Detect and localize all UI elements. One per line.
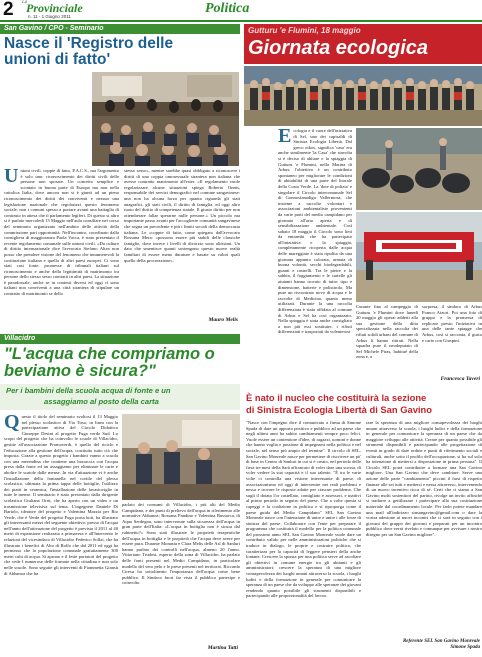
article2-kicker: Gutturu 'e Flumini, 18 maggio <box>248 26 361 35</box>
article1-kicker: San Gavino / CPO - Seminario <box>4 25 104 32</box>
article2-title: Giornata ecologica <box>248 37 429 59</box>
article3-column-2 <box>122 502 240 644</box>
article4-column-1 <box>246 420 361 654</box>
classroom-photo <box>122 414 240 500</box>
article1-title-line2: unioni di fatto' <box>4 51 111 68</box>
section-title: Politica <box>205 1 250 16</box>
beach-cleanup-photo-art <box>356 128 482 210</box>
article1-title <box>4 36 240 68</box>
article3-subtitle-line1: Per i bambini della scuola acqua di fonte e un <box>6 386 171 395</box>
beach-cleanup-photo <box>356 128 482 210</box>
article3-col1-text: uesto il titolo del seminario svoltosi il 13 Maggio nel plesso scolastico di Via Tirso, in linea con la partecipazione attiva del Circolo Didattico Giuseppe Desini al progetto Fuga verde Sud. Lo scopo del progetto che ha coinvolto le scuole di Villacidro, gestite all'associazione Promoverdi, è quello del riciclo e l'educazione alla gestione dell'acqua, costituito tutto ciò che imposta. Grazie a questo progetto i bambini vanno a scuola con una merendina che contiene una borraccia con l'acqua presa dalla fonte ed un assaggiamo per eliminare le carte e abolire le scatole dalle mense. In via d'attuazione vi è anche l'installazione della fontanella nel cortile del plesso scolastico, ultimata la prima tappa delle bottiglie, l'utilizzo dei piatti in ceramica, l'installazione delle lavastoviglie in tutte le mense. Il seminario è stato presentato dalla dirigente scolastica Giuliana Orrù, che ha aperto con un video e un trasmissione televisiva sul tema. L'ingegnere Daniele Di Bartolo, ideatore del progetto e Valentina Mazzia per Rio Verde, che è Verde del progetto Fuga porta bott, ha illustrato gli interessanti mezzi del seguente obiettivo: presso di l'acqua nell'anno dell'attivazione del progetto è prevista il 2011 al 40 metri di espansione realizzata a primavera e all'Intervento le relazioni del vicesindaco di Villacidro Federico Sollai, che ha illustrato i benefici di Alto di Rolfo che dal 2011 ed oggi ha permesso che la popolazione comunale gratuitamente 300 metri cubi di acqua. Si aprono e il feste portatori del progetto che vede I numerose delle formate nella cittadina e non solo nelle scuole. Sono seguite gli interventi di Fiammetta Giansù di Abbanoa che ha <box>4 414 118 576</box>
article4-byline-line1: Referente SEL San Gavino Monreale <box>402 639 480 644</box>
article3-kicker-bar <box>0 334 240 344</box>
article3-column-1 <box>4 414 118 654</box>
article1-col2-text: stesso sesso», mentre sarebbe quasi obbligato a riconoscere i diritti di una coppia omosessuale straniera non italiana che avesse contratto matrimonio all'ester. «Il regolamento vuole regolarizzare alcune situazioni spiega Roberto Onnis, responsabile dei servizi demografici nel comune sangavinese: una non ha alcuna forza per quanto riguarda gli stati anagrafici, gli stati civili, il diritto di famiglia, ed oggi altro ruoto del diritto di competenza statale. Il giusto diritto per non ottemberare fallar sperarne nulle persone.» Un piccolo ma importante passo avanti per l'accoglierte comunità sangavinese che segna un precedente e più i limiti sociali della democrazia italiana. Le «coppie di fatto, come spiegato dall'avvocato Rossana Mera: «possono essere più stabili delle classiche famiglie, dove invece i livelli di divorzio sono altissimi. Un dato che smentisce quanti sostengono questo nuove realtà familiari di essere meno durature e basate su valori quali quello della procreazione». <box>124 168 240 263</box>
article1-column-2 <box>124 168 240 316</box>
article2-byline: Francesca Taveri <box>440 376 480 382</box>
seminar-photo-art <box>92 72 239 166</box>
article2-column-1 <box>278 128 352 383</box>
article2-col3-text: sorpresa, il sindaco di Arbus Franco Atzori. Poi una foto di gruppo e la promessa di replicare presto l'iniziativa in una delle tante spiagge che Arbus, così si racconta, il gusto e carte con Giuspini. <box>422 304 482 343</box>
article4-signature <box>366 639 480 651</box>
article1-kicker-bar <box>0 24 240 34</box>
article4-column-2 <box>366 420 482 638</box>
article3-subtitle-line2: assaggiamo al posto della carta <box>44 397 159 406</box>
brand-name: Provinciale <box>26 1 83 15</box>
page-header <box>0 0 482 22</box>
article2-column-3 <box>422 304 482 376</box>
page-number: 2 <box>3 0 14 20</box>
article2-col1-text: cologia e il cuore dell'iniziativa di Sel, uno dei capisaldi di Sinistra Ecologia Libertà. Dal greco oikos, significa 'casa' era anche similmente 'la Casa' che stavolta si è deciso di abitare e la spiaggia di Gutturu 'e Flumini, nella Marina di Arbus, l'obiettivo è un contributo spontaneo per migliorare le condizioni di abitabilità di una parte del litorale della Costa Verde. La 'dote di polizia' e singolare il Circolo intercomunale Sel di Gonnosfanadiga Vallermosa, che insieme a raccolto volontari e associazioni ambientaliste provenienti da varie parti del medio campidano per giornata all'aria aperta e di sensibilizzazione ambientale. Così sabato 18 maggio il Circolo sono lieti da entrambi che ha partecipato all'iniziativa e la spiaggia, completamente ricoperta dalle acqua delle mareggiate è stata ripulita da una giornata appunto colorata, armata di buona volontà, secchi biodegradabili, guanti e rastrelli. Tra le pietre e la sabbia, il foggiamento e le cartelle gli aiutanti hanno trovato di tutto: tipo e dimensione, batterie e polistirolo. Ma pure un riscontrato novo di acqua e le raccolte di Medicina, quanto meno utilizzati. Durante la una raccolta differenziata è stata affidata al comune di Arbus e Sel ha così organizzato. Nella spiaggia è stata anche consigliato a non più essi sostituire, i rifiuti differenziati e trasportati da volenterosi <box>278 128 352 335</box>
article2-column-2 <box>356 304 418 380</box>
article1-title-line1: Nasce il 'Registro delle <box>4 35 174 52</box>
article2-col2-text: Curante fino al campeggio di Gutturu 'e Flumini dove lunedì 20 maggio gli operai addetti alla sua gestione della ditta specializzata nella raccolta dei rifiuti solidi urbani del comune di Arbus li hanno ritirati. Nella squadra pure il neodeputato di Sel Michele Piras, habitué della zona e, a <box>356 304 418 360</box>
sel-banner-photo-art <box>356 212 482 302</box>
header-rule <box>0 20 482 22</box>
beach-group-photo <box>244 66 482 126</box>
classroom-photo-art <box>122 414 240 500</box>
article4-col1-text: "Nasce con l'impegno dice il comunicato a firma di Simone Spada di dare un apporto positivo e pubblico ad un paese che negli ultimi anni ha subito cambiamenti sempre poco felici. Vuole essere un contenitore d'idee, di ragazzi, uomini e donne che hanno voglia e passione di impegnarsi nella politica e nel sociale, nel senso più ampio del termine". Il circolo di SEL, San Gavino Monreale nasce per permettere di riscrivere un pò' di base in Centro di Sanluri in cui si è creato, nel periodo delle fiera tre mesi della Sarà affrancato di voler dare una scossa, di voler vedere la sua capacità e il suo talento. "È tra le varie volte ci controlla una visione interessante di paese, di associazionismo ed oggi di intervenire nei reali problemi e nessa e trovare le risposte adatte per ciascun problema. Che sugli il dotato l'or castellato, contigliato e assessori, e inattivi al primo periodo in seguiro del paese. Che a volte questa si capeggi e la coalizione in politica e si riproporga come il paese guida del Medio Campidano" SEL San Gavino Monreale nasce con l'intenzione di unire e unire i alle forze di sinistra del paese. Collaborare con l'ente per preparare il programma che costituirà il modello per la politica comunale del prossimo anno SEL San Gavino Monreale vuole dare un contributo valido per nelle amministrazioni politiche che si traduce in dialogo, le proprie e costruire politico, che caratterizza per la capacità di leggere pensieri della anche lontane. Crescere la sponsa per una politica serve ad ascoltare gli obiettivi in comune energie tra gli abitanti e gli amministratori; crescere la speranza di una migliore consapevolezza dei luoghi umani attraverso la scuola, i luoghi ludici e della formazione in generale per comunicare la speranza di un paese che da sviluppo alle speranze dei giovani rendendo quanto possibile gli strumenti disponibili e partecipando alle proporzionalità del lavoro. <box>246 420 361 599</box>
article1-byline: Mauro Melis <box>208 317 238 323</box>
brand-small: La <box>22 0 28 5</box>
article4-col2-text: rare la speranza di una migliore consapevolezza dei luoghi umani attraverso la scuola, i luoghi ludici e della formazione in generale per comunicare la speranza di un paese che da maggiore sviluppo alle attività. Creare per quanto possibile gli strumenti disponibili e partecipando alle progettazione di eventi in grado di dare ordine e punti di riferimento sociali e culturali, anche sotto il profilo dell'occupazione, si ha sul solo ha intenzione di mettersi a disposizione in prima persona". Il Circolo SEL potrà contribuire a formare una San Gavino migliore. Una San Gavino che deve cambiare. Serve una azione delle parte "cambiamento" piccini il farsi di rispetto finanze alle sei tutti e mettersi e nessa attraverso, intervenendo di un nuovo incentivo ricca di sé. Certi che ci siamo a San Gavino molti sostenitori del partito, rivolge un invito affinché si tradurre a gettilizzare i partecipare alla sua costituzione materiale dal coordinamento locale. Per farlo potete mandare una mail all'indirizzo sinsangavino@gmail.com o dare la vostra adesione ai nuovi incontri che ci sarà in seguito con i giovani del gruppo dei giovani e preparati per un incontro pubblico dove verrà rivelato e comunque per avvisare i nostro disegno per un San Gavino migliore". <box>366 420 482 537</box>
article3-drop-cap: Q <box>4 414 20 433</box>
article1-drop-cap: U <box>4 168 19 187</box>
article3-title-line2: beviamo è sicura?" <box>4 362 156 380</box>
article3-subtitle <box>0 384 240 410</box>
article4-title-line2: di Sinistra Ecologia Libertà di San Gavino <box>246 404 432 415</box>
sel-banner-photo <box>356 212 482 302</box>
article4-title-line1: È nato il nucleo che costituirà la sezione <box>246 392 427 403</box>
article3-kicker: Villacidro <box>4 335 36 342</box>
article1-column-1 <box>4 168 119 326</box>
article2-header <box>244 24 482 64</box>
beach-group-photo-art <box>244 66 482 126</box>
issue-info: n. 11 - 1 Giugno 2011 <box>28 14 71 19</box>
article4-byline-line2: Simone Spada <box>450 645 480 650</box>
article4-title <box>246 392 482 416</box>
article3-byline: Martina Tatti <box>207 645 238 651</box>
article3-title-line1: "L'acqua che compriamo o <box>4 345 215 363</box>
article3-col2-text: parlato dei consumi di Villacidro, i più alti del Medio Campidano, e dei punti di prelievo dell'acqua in riferimento alle normative Abbanoa; Rossana Pandino e Valentina Bussorca, di Aqua Serdegna, sono intervenute sulla sicurezza dell'acqua in gran parte dell'Italia: «L'acqua in bottiglia non è sicura dal rubinetto?» Sono stati illustrate le proprietà terapeutiche dell'acqua in bottiglia e le proprietà che l'acqua deve avere per essere pura. Durante Monasta e Clara Melis delle Asl di Sanluri hanno parlato dei controlli nell'acqua, almeno 20 l'anno. Vittoriano Trudosi, esperto della zona di Villacidro, ha parlato delle fonti presenti nel Medio Campidano, in particolare modello del vero pelo e le prese presenti nel territorio. Riccardo Ciresu ha sottolineato l'importanza dell'acqua come bene pubblico. Il Sindaco fuori far vista il pubblico partecipe e coinvolto. <box>122 502 240 586</box>
article2-drop-cap: E <box>278 128 292 147</box>
seminar-photo <box>92 72 239 166</box>
article3-title <box>4 346 240 380</box>
article1-col1-text: nioni civili, coppie di fatto, P.A.C.S., ma l'argomento è solo uno: riconoscimento dei diritti civili delle persone non sposate. Un concetto semplice e scontato in buona parte di Europa ma non nella cattolica Italia, dove ancora non si è giunti ad un pieno riconoscimento dei diritti dei conviventi e nessun una legislazione nazionale che regolarizzi questo fenomeno sociale, non i comuni spesso a portare avanti una battaglia di contrasto in attesa che il parlamento legiferi. Di questo si altro si è parlato mercoledì 15 Maggio nell'aula consiliare nel corso del seminario organizzato nell'ambito delle attività della commissione pari opportunità. Nell'incontro, coordinato dalla consigliera di maggioranza Paola Vacca, è stato presentato il recente regolamento comunale sulle unioni civili. «Da culture di diritto internazionale dice l'avvocato Stefano Altea non posso che prendere visione del fenomeno che innumerevoli la costituzione italiana e quella di altri paesi europei. Ci sono stati casi fonte, promesse di tribunali italiani sul riconoscimento e anche della legittimità di matrimonio tra persone dello stesso sesso contratti in altri paesi. La situazione è paradossale, anche se in contesti diversi ed oggi ci sono italiani non conviventi a una città straniera di stipulare un contratto di matrimonio se dello <box>4 168 119 297</box>
